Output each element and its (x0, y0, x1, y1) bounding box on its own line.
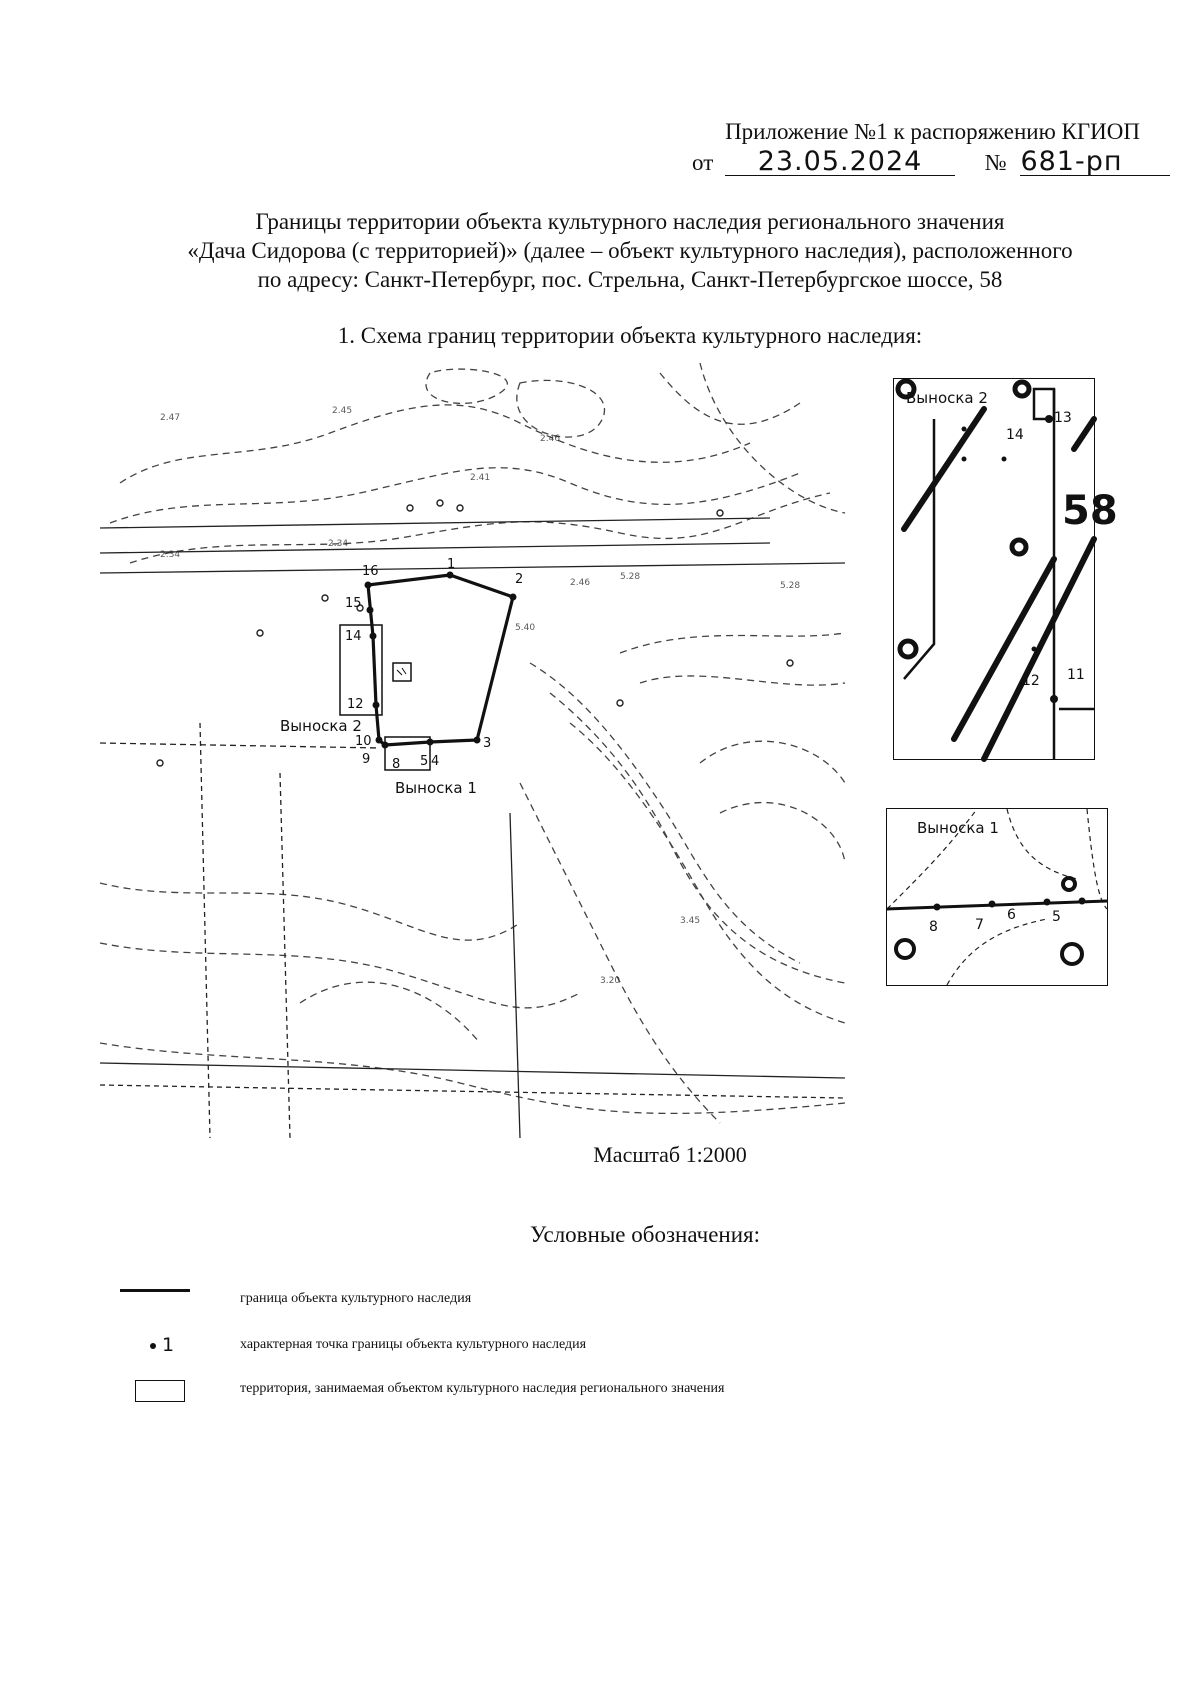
boundary-line-symbol (110, 1286, 190, 1316)
inset-2-drawing (894, 379, 1118, 759)
title-line-1: Границы территории объекта культурного наследия регионального значения (255, 209, 1005, 234)
legend-title: Условные обозначения: (529, 1222, 761, 1247)
point-12: 12 (347, 697, 364, 712)
inset-1-point-6: 6 (1007, 907, 1016, 923)
inset-2-title: Выноска 2 (906, 389, 988, 407)
inset-2-point-14: 14 (1006, 427, 1024, 443)
legend-item-boundary (110, 1286, 1010, 1316)
svg-text:5.28: 5.28 (780, 581, 801, 591)
point-14: 14 (345, 629, 362, 644)
legend-item-territory (110, 1376, 1010, 1406)
boundary-point-symbol (110, 1332, 190, 1362)
svg-text:2.45: 2.45 (332, 406, 353, 416)
order-number: 681-рп (1020, 149, 1170, 176)
svg-text:5.40: 5.40 (515, 623, 536, 633)
building-number: 58 (1062, 488, 1118, 534)
section-heading: 1. Схема границ территории объекта культурного наследия: (337, 323, 923, 348)
legend-item-point (110, 1332, 1010, 1362)
inset-1-point-8: 8 (929, 919, 938, 935)
inset-1-drawing (887, 809, 1107, 985)
from-label: от (692, 150, 714, 175)
document-title (80, 207, 1180, 294)
svg-text:2.41: 2.41 (470, 473, 491, 483)
boundary-line (368, 575, 513, 745)
svg-text:3.20: 3.20 (600, 976, 621, 986)
point-10: 10 (355, 734, 372, 749)
appendix-caption: Приложение №1 к распоряжению КГИОП (725, 119, 1140, 144)
svg-text:3.45: 3.45 (680, 916, 701, 926)
svg-text:2.46: 2.46 (540, 434, 561, 444)
point-15: 15 (345, 596, 362, 611)
inset-2-point-11: 11 (1067, 667, 1085, 683)
callout-1-label: Выноска 1 (395, 779, 477, 797)
point-1: 1 (447, 557, 456, 572)
inset-1-point-5: 5 (1052, 909, 1061, 925)
callout-2-label: Выноска 2 (280, 717, 362, 735)
inset-1-title: Выноска 1 (917, 819, 999, 837)
svg-text:2.46: 2.46 (570, 578, 591, 588)
map-scale: Масштаб 1:2000 (593, 1142, 747, 1167)
inset-1-point-7: 7 (975, 917, 984, 933)
point-4: 4 (431, 754, 440, 769)
point-16: 16 (362, 564, 379, 579)
boundary-map (100, 363, 845, 1138)
legend-text: характерная точка границы объекта культурного наследия (240, 1337, 587, 1352)
boundary-points (365, 572, 517, 749)
legend-text: территория, занимаемая объектом культурного наследия регионального значения (240, 1381, 725, 1396)
point-2: 2 (515, 572, 524, 587)
point-5: 5 (420, 754, 429, 769)
svg-text:2.34: 2.34 (160, 550, 181, 560)
territory-rect-symbol (110, 1376, 190, 1406)
object-territory (393, 663, 411, 681)
point-3: 3 (483, 736, 492, 751)
svg-text:2.47: 2.47 (160, 413, 181, 423)
order-date: 23.05.2024 (725, 149, 955, 176)
inset-2-point-13: 13 (1054, 410, 1072, 426)
svg-text:2.34: 2.34 (328, 539, 349, 549)
inset-2-point-12: 12 (1022, 673, 1040, 689)
order-line (692, 148, 1162, 178)
svg-text:5.28: 5.28 (620, 572, 641, 582)
map-drawing (100, 363, 845, 1138)
number-label: № (984, 150, 1007, 175)
title-line-3: по адресу: Санкт-Петербург, пос. Стрельна, Санкт-Петербургское шоссе, 58 (257, 267, 1003, 292)
legend-text: граница объекта культурного наследия (240, 1291, 472, 1306)
point-9: 9 (362, 752, 371, 767)
title-line-2: «Дача Сидорова (с территорией)» (далее – объект культурного наследия), расположенного (187, 238, 1073, 263)
inset-callout-1 (886, 808, 1108, 986)
point-8: 8 (392, 757, 401, 772)
inset-callout-2 (893, 378, 1118, 760)
point-symbol-number: 1 (162, 1334, 175, 1356)
